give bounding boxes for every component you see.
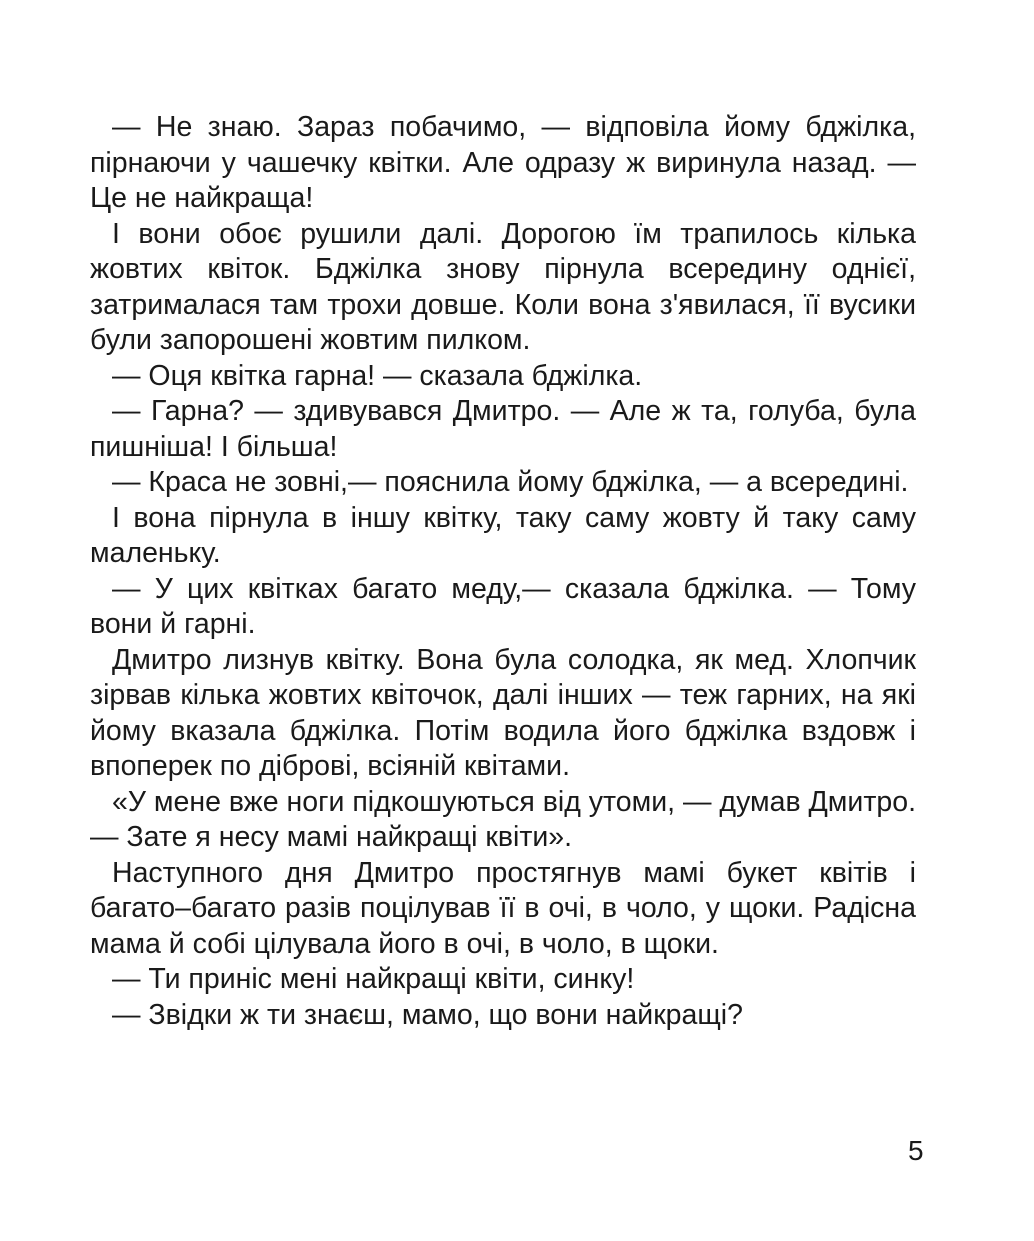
page-text — [90, 110, 916, 1033]
paragraph: — Не знаю. Зараз побачимо, — відповіла йому бджілка, пірнаючи у чашечку квітки. Але одразу ж виринула назад. — Це не найкраща! — [90, 111, 916, 214]
paragraph: І вона пірнула в іншу квітку, таку саму жовту й таку саму маленьку. — [90, 501, 916, 569]
paragraph: — Краса не зовні,— пояснила йому бджілка, — а всередині. — [112, 466, 909, 498]
paragraph: — Оця квітка гарна! — сказала бджілка. — [112, 359, 643, 392]
paragraph: — Гарна? — здивувався Дмитро. — Але ж та, голуба, була пишніша! І більша! — [90, 395, 916, 463]
paragraph: Наступного дня Дмитро простягнув мамі букет квітів і багато–багато разів поцілував її в очі, в чоло, у щоки. Радісна мама й собі цілувала його в очі, в чоло, в щоки. — [90, 856, 916, 960]
paragraph: «У мене вже ноги підкошуються від утоми, — думав Дмитро. — Зате я несу мамі найкращі квіти». — [90, 785, 916, 853]
paragraph: — Звідки ж ти знаєш, мамо, що вони найкращі? — [112, 998, 743, 1031]
paragraph: — Ти приніс мені найкращі квіти, синку! — [112, 963, 635, 995]
page-number: 5 — [908, 1135, 924, 1166]
paragraph: Дмитро лизнув квітку. Вона була солодка, як мед. Хлопчик зірвав кілька жовтих квіточок, далі інших — теж гарних, на які йому вказала бджілка. Потім водила його бджілка вздовж і впоперек по діброві, всіяній квітами. — [90, 643, 916, 782]
paragraph: І вони обоє рушили далі. Дорогою їм трапилось кілька жовтих квіток. Бджілка знову пірнула всередину однієї, затрималася там трохи довше. Коли вона з'явилася, її вусики були запорошені жовтим пилком. — [90, 217, 916, 356]
paragraph: — У цих квітках багато меду,— сказала бджілка. — Тому вони й гарні. — [90, 572, 916, 640]
